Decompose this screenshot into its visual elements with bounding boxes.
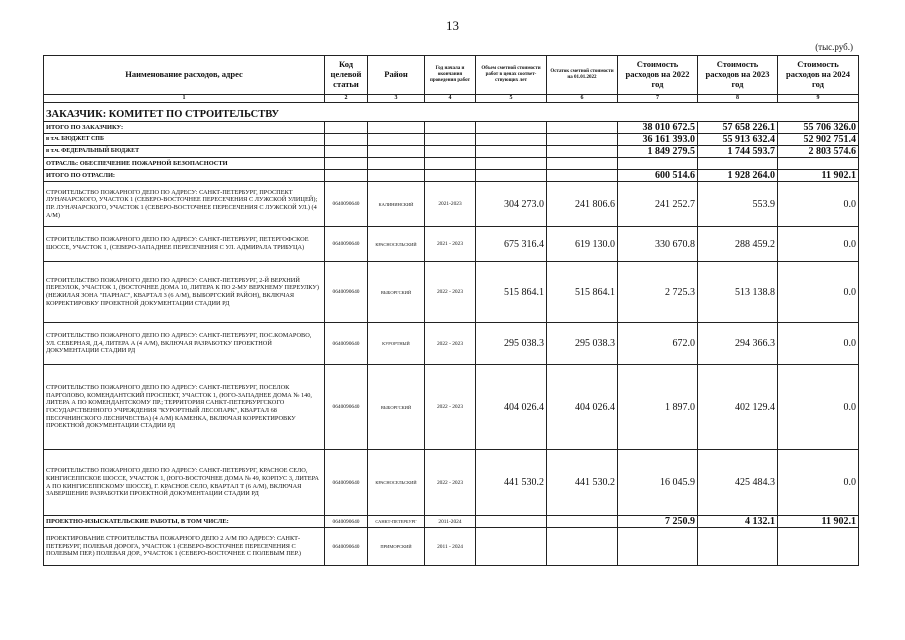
project-2024: 0.0 bbox=[778, 450, 859, 516]
column-number: 9 bbox=[778, 95, 859, 103]
project-code: 0640090640 bbox=[325, 450, 368, 516]
project-code: 0640090640 bbox=[325, 365, 368, 450]
table-row bbox=[44, 182, 859, 227]
project-balance: 619 130.0 bbox=[547, 227, 618, 262]
project-2024: 0.0 bbox=[778, 227, 859, 262]
summary-2024: 55 706 326.0 bbox=[778, 122, 859, 134]
project-balance: 241 806.6 bbox=[547, 182, 618, 227]
industry-total-2024: 11 902.1 bbox=[778, 170, 859, 182]
page-number: 13 bbox=[446, 18, 459, 33]
header-period: Год начала и окончания проведения работ bbox=[425, 56, 476, 95]
project-2023: 288 459.2 bbox=[698, 227, 778, 262]
project-2023: 513 138.8 bbox=[698, 262, 778, 323]
project-name: СТРОИТЕЛЬСТВО ПОЖАРНОГО ДЕПО ПО АДРЕСУ: САНКТ-ПЕТЕРБУРГ, 2-Й ВЕРХНИЙ ПЕРЕУЛОК, УЧАСТОК 1, (ВОСТОЧНЕЕ ДОМА 10, ЛИТЕРА К ПО 2-МУ ВЕРХНЕМУ ПЕРЕУЛКУ) (НЕЖИЛАЯ ЗОНА "ПАРНАС", КВАРТАЛ 3 (6 А/М), ВЫБОРГСКИЙ РАЙОН), ВКЛЮЧАЯ КОРРЕКТИРОВКУ ПРОЕКТНОЙ ДОКУМЕНТАЦИИ СТАДИИ РД bbox=[44, 262, 325, 323]
summary-name: в т.ч. ФЕДЕРАЛЬНЫЙ БЮДЖЕТ bbox=[44, 146, 325, 158]
design-works-2022: 7 250.9 bbox=[618, 516, 698, 528]
project-estimate: 675 316.4 bbox=[476, 227, 547, 262]
table-row bbox=[44, 450, 859, 516]
project-name: СТРОИТЕЛЬСТВО ПОЖАРНОГО ДЕПО ПО АДРЕСУ: САНКТ-ПЕТЕРБУРГ, ПЕТЕРГОФСКОЕ ШОССЕ, УЧАСТОК 1, (СЕВЕРО-ЗАПАДНЕЕ ПЕРЕСЕЧЕНИЯ С УЛ. АДМИРАЛА ТРИБУЦА) bbox=[44, 227, 325, 262]
table-row bbox=[44, 528, 859, 566]
project-estimate: 441 530.2 bbox=[476, 450, 547, 516]
project-2022: 672.0 bbox=[618, 323, 698, 365]
project-period: 2021 - 2023 bbox=[425, 227, 476, 262]
project-code: 0640090640 bbox=[325, 528, 368, 566]
project-code: 0640090640 bbox=[325, 323, 368, 365]
project-estimate: 404 026.4 bbox=[476, 365, 547, 450]
table-row bbox=[44, 262, 859, 323]
project-code: 0640090640 bbox=[325, 262, 368, 323]
table-row bbox=[44, 323, 859, 365]
project-period: 2022 - 2023 bbox=[425, 365, 476, 450]
industry-row bbox=[44, 158, 859, 170]
budget-table bbox=[43, 55, 859, 566]
project-2023: 553.9 bbox=[698, 182, 778, 227]
design-works-name: ПРОЕКТНО-ИЗЫСКАТЕЛЬСКИЕ РАБОТЫ, В ТОМ ЧИСЛЕ: bbox=[44, 516, 325, 528]
project-2022: 16 045.9 bbox=[618, 450, 698, 516]
summary-row bbox=[44, 146, 859, 158]
project-code: 0640090640 bbox=[325, 227, 368, 262]
project-2024: 0.0 bbox=[778, 365, 859, 450]
project-balance: 404 026.4 bbox=[547, 365, 618, 450]
project-period: 2022 - 2023 bbox=[425, 262, 476, 323]
project-2024: 0.0 bbox=[778, 323, 859, 365]
summary-2023: 57 658 226.1 bbox=[698, 122, 778, 134]
header-district: Район bbox=[368, 56, 425, 95]
industry-total-row bbox=[44, 170, 859, 182]
project-district: КАЛИНИНСКИЙ bbox=[368, 182, 425, 227]
industry-total-name: ИТОГО ПО ОТРАСЛИ: bbox=[44, 170, 325, 182]
table-row bbox=[44, 365, 859, 450]
project-district: КУРОРТНЫЙ bbox=[368, 323, 425, 365]
column-number: 8 bbox=[698, 95, 778, 103]
industry-total-2022: 600 514.6 bbox=[618, 170, 698, 182]
summary-2022: 1 849 279.5 bbox=[618, 146, 698, 158]
customer-row bbox=[44, 103, 859, 122]
industry-title: ОТРАСЛЬ: ОБЕСПЕЧЕНИЕ ПОЖАРНОЙ БЕЗОПАСНОСТИ bbox=[44, 158, 325, 170]
header-cost-2023: Стоимость расходов на 2023 год bbox=[698, 56, 778, 95]
header-estimate: Объем сметной стоимости работ в ценах соответ-ствующих лет bbox=[476, 56, 547, 95]
summary-row bbox=[44, 134, 859, 146]
header-cost-2022: Стоимость расходов на 2022 год bbox=[618, 56, 698, 95]
project-2022: 241 252.7 bbox=[618, 182, 698, 227]
project-balance: 295 038.3 bbox=[547, 323, 618, 365]
project-period: 2022 - 2023 bbox=[425, 450, 476, 516]
project-2023: 425 484.3 bbox=[698, 450, 778, 516]
project-district: КРАСНОСЕЛЬСКИЙ bbox=[368, 450, 425, 516]
design-works-district: САНКТ-ПЕТЕРБУРГ bbox=[368, 516, 425, 528]
project-district: КРАСНОСЕЛЬСКИЙ bbox=[368, 227, 425, 262]
project-name: СТРОИТЕЛЬСТВО ПОЖАРНОГО ДЕПО ПО АДРЕСУ: САНКТ-ПЕТЕРБУРГ, ПРОСПЕКТ ЛУНАЧАРСКОГО, УЧАСТОК 1 (СЕВЕРО-ВОСТОЧНЕЕ ПЕРЕСЕЧЕНИЯ С ЛУЖСКОЙ УЛИЦЕЙ); ПР. ЛУНАЧАРСКОГО, УЧАСТОК 1 (СЕВЕРО-ВОСТОЧНЕЕ ПЕРЕСЕЧЕНИЯ С ЛУЖСКОЙ УЛ.) (4 А/М) bbox=[44, 182, 325, 227]
summary-name: в т.ч. БЮДЖЕТ СПБ bbox=[44, 134, 325, 146]
summary-2024: 2 803 574.6 bbox=[778, 146, 859, 158]
project-district: ВЫБОРГСКИЙ bbox=[368, 365, 425, 450]
column-number: 6 bbox=[547, 95, 618, 103]
project-period: 2022 - 2023 bbox=[425, 323, 476, 365]
project-2024: 0.0 bbox=[778, 182, 859, 227]
project-estimate: 304 273.0 bbox=[476, 182, 547, 227]
design-works-2024: 11 902.1 bbox=[778, 516, 859, 528]
project-district: ВЫБОРГСКИЙ bbox=[368, 262, 425, 323]
summary-2022: 38 010 672.5 bbox=[618, 122, 698, 134]
project-name: ПРОЕКТИРОВАНИЕ СТРОИТЕЛЬСТВА ПОЖАРНОГО ДЕПО 2 А/М ПО АДРЕСУ: САНКТ-ПЕТЕРБУРГ, ПОЛЕВАЯ ДОРОГА, УЧАСТОК 1 (СЕВЕРО-ВОСТОЧНЕЕ ПЕРЕСЕЧЕНИЯ С ПОЛЕВЫМ ПЕР.) ПОЛЕВАЯ ДОР., УЧАСТОК 1 (СЕВЕРО-ВОСТОЧНЕЕ С ПОЛЕВЫМ ПЕР.) bbox=[44, 528, 325, 566]
header-name: Наименование расходов, адрес bbox=[44, 56, 325, 95]
project-2023: 402 129.4 bbox=[698, 365, 778, 450]
design-works-row bbox=[44, 516, 859, 528]
project-2022: 2 725.3 bbox=[618, 262, 698, 323]
header-code: Код целевой статьи bbox=[325, 56, 368, 95]
column-number: 4 bbox=[425, 95, 476, 103]
project-name: СТРОИТЕЛЬСТВО ПОЖАРНОГО ДЕПО ПО АДРЕСУ: САНКТ-ПЕТЕРБУРГ, ПОСЕЛОК ПАРГОЛОВО, КОМЕНДАНТСКИЙ ПРОСПЕКТ, УЧАСТОК 1, (ЮГО-ЗАПАДНЕЕ ДОМА № 140, ЛИТЕРА А ПО КОМЕНДАНТСКОМУ ПР.; ТЕРРИТОРИЯ САНКТ-ПЕТЕРБУРГСКОГО ГОСУДАРСТВЕННОГО УЧРЕЖДЕНИЯ "КУРОРТНЫЙ ЛЕСОПАРК", КВАРТАЛ 68 ПЕСОЧНИНСКОГО ЛЕСНИЧЕСТВА) (4 А/М) КАМЕНКА, ВКЛЮЧАЯ КОРРЕКТИРОВКУ ПРОЕКТНОЙ ДОКУМЕНТАЦИИ СТАДИИ РД bbox=[44, 365, 325, 450]
design-works-2023: 4 132.1 bbox=[698, 516, 778, 528]
units-label: (тыс.руб.) bbox=[815, 42, 853, 52]
project-2022: 330 670.8 bbox=[618, 227, 698, 262]
industry-total-2023: 1 928 264.0 bbox=[698, 170, 778, 182]
column-number: 3 bbox=[368, 95, 425, 103]
column-number: 7 bbox=[618, 95, 698, 103]
column-number: 5 bbox=[476, 95, 547, 103]
summary-2023: 1 744 593.7 bbox=[698, 146, 778, 158]
column-number-row bbox=[44, 95, 859, 103]
project-name: СТРОИТЕЛЬСТВО ПОЖАРНОГО ДЕПО ПО АДРЕСУ: САНКТ-ПЕТЕРБУРГ, ПОС.КОМАРОВО, УЛ. СЕВЕРНАЯ, Д.4, ЛИТЕРА А (4 А/М), ВКЛЮЧАЯ РАЗРАБОТКУ ПРОЕКТНОЙ ДОКУМЕНТАЦИИ СТАДИИ РД bbox=[44, 323, 325, 365]
summary-2022: 36 161 393.0 bbox=[618, 134, 698, 146]
project-name: СТРОИТЕЛЬСТВО ПОЖАРНОГО ДЕПО ПО АДРЕСУ: САНКТ-ПЕТЕРБУРГ, КРАСНОЕ СЕЛО, КИНГИСЕППСКОЕ ШОССЕ, УЧАСТОК 1, (ЮГО-ВОСТОЧНЕЕ ДОМА № 49, КОРПУС 3, ЛИТЕРА А ПО КИНГИСЕППСКОМУ ШОССЕ), Г. КРАСНОЕ СЕЛО, КВАРТАЛ Т (6 А/М), ВКЛЮЧАЯ ЗАВЕРШЕНИЕ РАЗРАБОТКИ ПРОЕКТНОЙ ДОКУМЕНТАЦИИ СТАДИИ РД bbox=[44, 450, 325, 516]
project-district: ПРИМОРСКИЙ bbox=[368, 528, 425, 566]
column-number: 1 bbox=[44, 95, 325, 103]
header-balance: Остаток сметной стоимости на 01.01.2022 bbox=[547, 56, 618, 95]
table-row bbox=[44, 227, 859, 262]
project-estimate: 295 038.3 bbox=[476, 323, 547, 365]
summary-2024: 52 902 751.4 bbox=[778, 134, 859, 146]
project-2022: 1 897.0 bbox=[618, 365, 698, 450]
project-period: 2021-2023 bbox=[425, 182, 476, 227]
summary-2023: 55 913 632.4 bbox=[698, 134, 778, 146]
header-row bbox=[44, 56, 859, 95]
project-estimate: 515 864.1 bbox=[476, 262, 547, 323]
header-cost-2024: Стоимость расходов на 2024 год bbox=[778, 56, 859, 95]
project-2024: 0.0 bbox=[778, 262, 859, 323]
customer-title: ЗАКАЗЧИК: КОМИТЕТ ПО СТРОИТЕЛЬСТВУ bbox=[44, 103, 859, 122]
column-number: 2 bbox=[325, 95, 368, 103]
project-balance: 515 864.1 bbox=[547, 262, 618, 323]
design-works-code: 0640090640 bbox=[325, 516, 368, 528]
project-balance: 441 530.2 bbox=[547, 450, 618, 516]
design-works-period: 2011-2024 bbox=[425, 516, 476, 528]
project-period: 2011 - 2024 bbox=[425, 528, 476, 566]
project-2023: 294 366.3 bbox=[698, 323, 778, 365]
project-code: 0640090640 bbox=[325, 182, 368, 227]
summary-name: ИТОГО ПО ЗАКАЗЧИКУ: bbox=[44, 122, 325, 134]
summary-row bbox=[44, 122, 859, 134]
